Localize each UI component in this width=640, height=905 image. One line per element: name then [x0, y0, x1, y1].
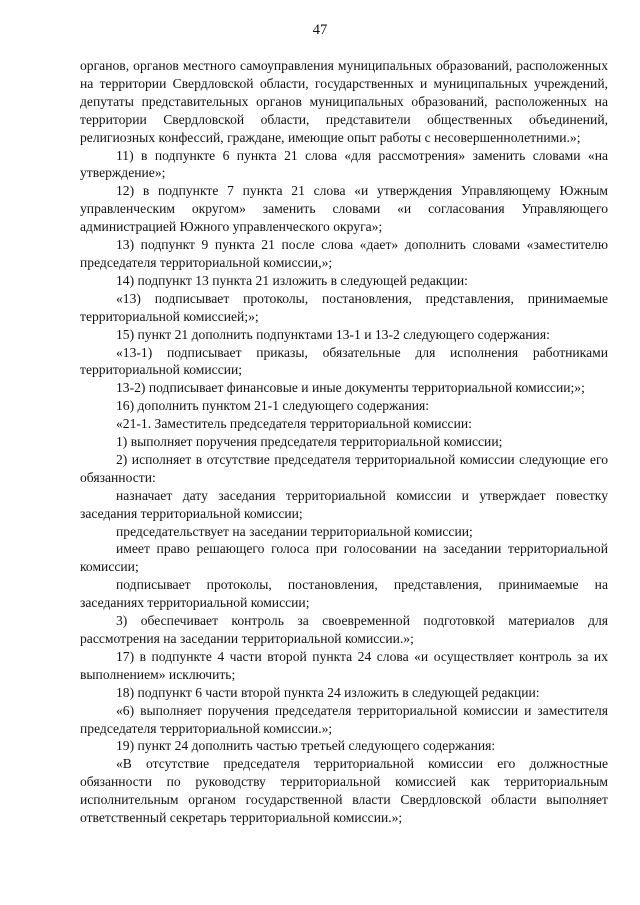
paragraph-item-17: 17) в подпункте 4 части второй пункта 24 слова «и осуществляет контроль за их выполнением» исключить;: [80, 648, 608, 682]
paragraph-quote-13: «13) подписывает протоколы, постановления, представления, принимаемые территориальной комиссией;»;: [80, 290, 608, 324]
paragraph-item-13: 13) подпункт 9 пункта 21 после слова «дает» дополнить словами «заместителю председателя территориальной комиссии,»;: [80, 237, 608, 270]
page-number: 47: [312, 22, 328, 38]
paragraph-subitem-1: 1) выполняет поручения председателя территориальной комиссии;: [116, 434, 503, 450]
paragraph-item-19: 19) пункт 24 дополнить частью третьей следующего содержания:: [116, 738, 496, 754]
paragraph-quote-6: «6) выполняет поручения председателя территориальной комиссии и заместителя председателя территориальной комиссии.»;: [80, 702, 608, 736]
paragraph-quote-13-1: «13-1) подписывает приказы, обязательные для исполнения работниками территориальной комиссии;: [80, 344, 608, 378]
paragraph-item-15: 15) пункт 21 дополнить подпунктами 13-1 и 13-2 следующего содержания:: [116, 326, 550, 342]
paragraph-item-18: 18) подпункт 6 части второй пункта 24 изложить в следующей редакции:: [116, 684, 540, 700]
paragraph-item-16: 16) дополнить пунктом 21-1 следующего содержания:: [116, 398, 430, 414]
document-body: [80, 57, 608, 827]
paragraph-item-14: 14) подпункт 13 пункта 21 изложить в следующей редакции:: [116, 272, 468, 288]
paragraph-item-12: 12) в подпункте 7 пункта 21 слова «и утверждения Управляющему Южным управленческим округом» заменить словами «и согласования Управляющего администрацией Южного управленческого округа»;: [80, 183, 608, 235]
paragraph-subitem-3: 3) обеспечивает контроль за своевременной подготовкой материалов для рассмотрения на заседании территориальной комиссии.»;: [80, 613, 608, 646]
paragraph-duty-sign: подписывает протоколы, постановления, представления, принимаемые на заседаниях территориальной комиссии;: [80, 577, 608, 611]
paragraph-duty-agenda: назначает дату заседания территориальной комиссии и утверждает повестку заседания территориальной комиссии;: [80, 487, 608, 521]
paragraph-subitem-2: 2) исполняет в отсутствие председателя территориальной комиссии следующие его обязанности:: [80, 451, 608, 485]
paragraph-quote-13-2: 13-2) подписывает финансовые и иные документы территориальной комиссии;»;: [116, 380, 585, 396]
paragraph-duty-vote: имеет право решающего голоса при голосовании на заседании территориальной комиссии;: [80, 541, 608, 575]
paragraph-continuation: органов, органов местного самоуправления муниципальных образований, расположенных на территории Свердловской области, государственных и муниципальных учреждений, депутаты представительных органов муниципальных образований, расположенных на территории Свердловской области, представители общественных объединений, религиозных конфессий, граждане, имеющие опыт работы с несовершеннолетними.»;: [80, 58, 608, 145]
paragraph-quote-21-1: «21-1. Заместитель председателя территориальной комиссии:: [116, 416, 472, 432]
paragraph-quote-absence: «В отсутствие председателя территориальной комиссии его должностные обязанности по руководству территориальной комиссией как территориальным исполнительным органом государственной власти Свердловской области выполняет ответственный секретарь территориальной комиссии.»;: [80, 756, 608, 826]
paragraph-item-11: 11) в подпункте 6 пункта 21 слова «для рассмотрения» заменить словами «на утверждение»;: [80, 147, 608, 181]
paragraph-duty-chair: председательствует на заседании территориальной комиссии;: [116, 523, 473, 539]
